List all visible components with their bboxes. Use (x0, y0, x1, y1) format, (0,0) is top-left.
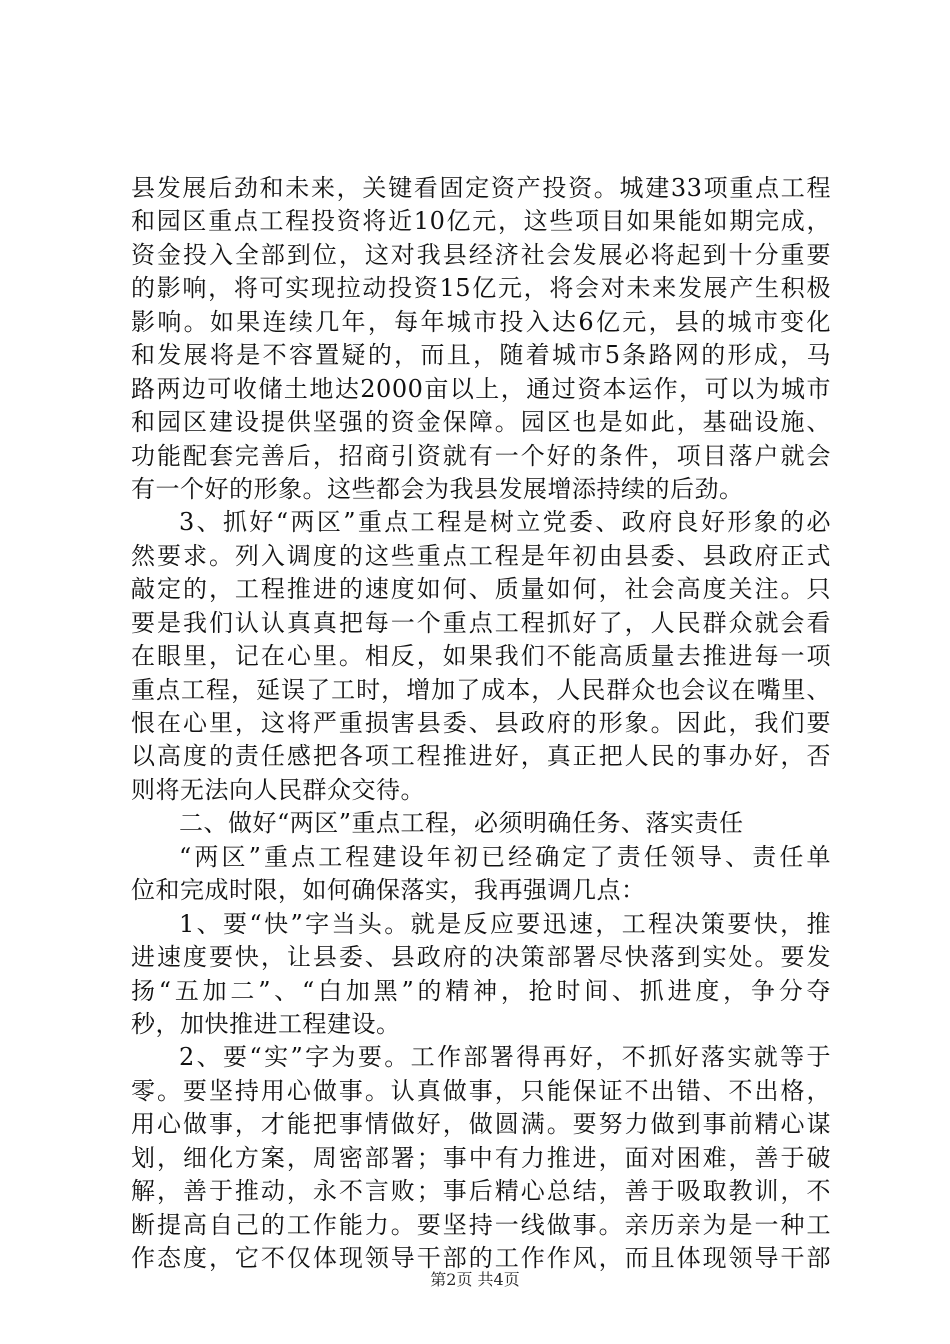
text-line: 解，善于推动，永不言败；事后精心总结，善于吸取教训，不 (131, 1177, 831, 1206)
text-line: 以高度的责任感把各项工程推进好，真正把人民的事办好，否 (131, 742, 831, 771)
text-line: 路两边可收储土地达2000亩以上，通过资本运作，可以为城市 (131, 374, 831, 403)
text-line: 的影响，将可实现拉动投资15亿元，将会对未来发展产生积极 (131, 274, 831, 303)
text-line: 作态度，它不仅体现领导干部的工作作风，而且体现领导干部 (131, 1244, 831, 1272)
text-line: 和园区重点工程投资将近10亿元，这些项目如果能如期完成， (131, 207, 831, 236)
text-line: 进速度要快，让县委、县政府的决策部署尽快落到实处。要发 (131, 943, 831, 972)
text-line: 二、做好“两区”重点工程，必须明确任务、落实责任 (179, 809, 744, 838)
text-line: 影响。如果连续几年，每年城市投入达6亿元，县的城市变化 (131, 307, 831, 336)
text-line: 3、抓好“两区”重点工程是树立党委、政府良好形象的必 (179, 508, 831, 537)
text-line: 2、要“实”字为要。工作部署得再好，不抓好落实就等于 (179, 1043, 831, 1072)
text-line: 零。要坚持用心做事。认真做事，只能保证不出错、不出格， (131, 1076, 831, 1105)
text-line: 划，细化方案，周密部署；事中有力推进，面对困难，善于破 (131, 1143, 831, 1172)
text-line: 和发展将是不容置疑的，而且，随着城市5条路网的形成，马 (131, 341, 831, 370)
text-line: 然要求。列入调度的这些重点工程是年初由县委、县政府正式 (131, 541, 831, 570)
text-line: 1、要“快”字当头。就是反应要迅速，工程决策要快，推 (179, 909, 831, 938)
text-line: 断提高自己的工作能力。要坚持一线做事。亲历亲为是一种工 (131, 1210, 831, 1239)
text-line: 恨在心里，这将严重损害县委、县政府的形象。因此，我们要 (131, 709, 831, 737)
text-line: 重点工程，延误了工时，增加了成本，人民群众也会议在嘴里、 (131, 675, 831, 704)
document-body (131, 172, 831, 1275)
text-line: 秒，加快推进工程建设。 (131, 1009, 401, 1038)
text-line: 功能配套完善后，招商引资就有一个好的条件，项目落户就会 (131, 441, 831, 470)
text-line: 扬“五加二”、“白加黑”的精神，抢时间、抓进度，争分夺 (131, 976, 831, 1005)
page-footer: 第2页 共4页 (430, 1270, 520, 1289)
text-line: 位和完成时限，如何确保落实，我再强调几点： (131, 876, 646, 905)
text-line: 和园区建设提供坚强的资金保障。园区也是如此，基础设施、 (131, 408, 831, 437)
text-line: 有一个好的形象。这些都会为我县发展增添持续的后劲。 (131, 474, 744, 503)
text-line: 在眼里，记在心里。相反，如果我们不能高质量去推进每一项 (131, 642, 831, 671)
text-line: 用心做事，才能把事情做好，做圆满。要努力做到事前精心谋 (131, 1110, 831, 1139)
text-line: “两区”重点工程建设年初已经确定了责任领导、责任单 (179, 842, 831, 871)
text-line: 资金投入全部到位，这对我县经济社会发展必将起到十分重要 (131, 240, 831, 269)
text-line: 要是我们认认真真把每一个重点工程抓好了，人民群众就会看 (131, 608, 831, 637)
text-line: 则将无法向人民群众交待。 (131, 775, 425, 804)
text-line: 县发展后劲和未来，关键看固定资产投资。城建33项重点工程 (131, 174, 831, 202)
text-line: 敲定的，工程推进的速度如何、质量如何，社会高度关注。只 (131, 575, 831, 604)
